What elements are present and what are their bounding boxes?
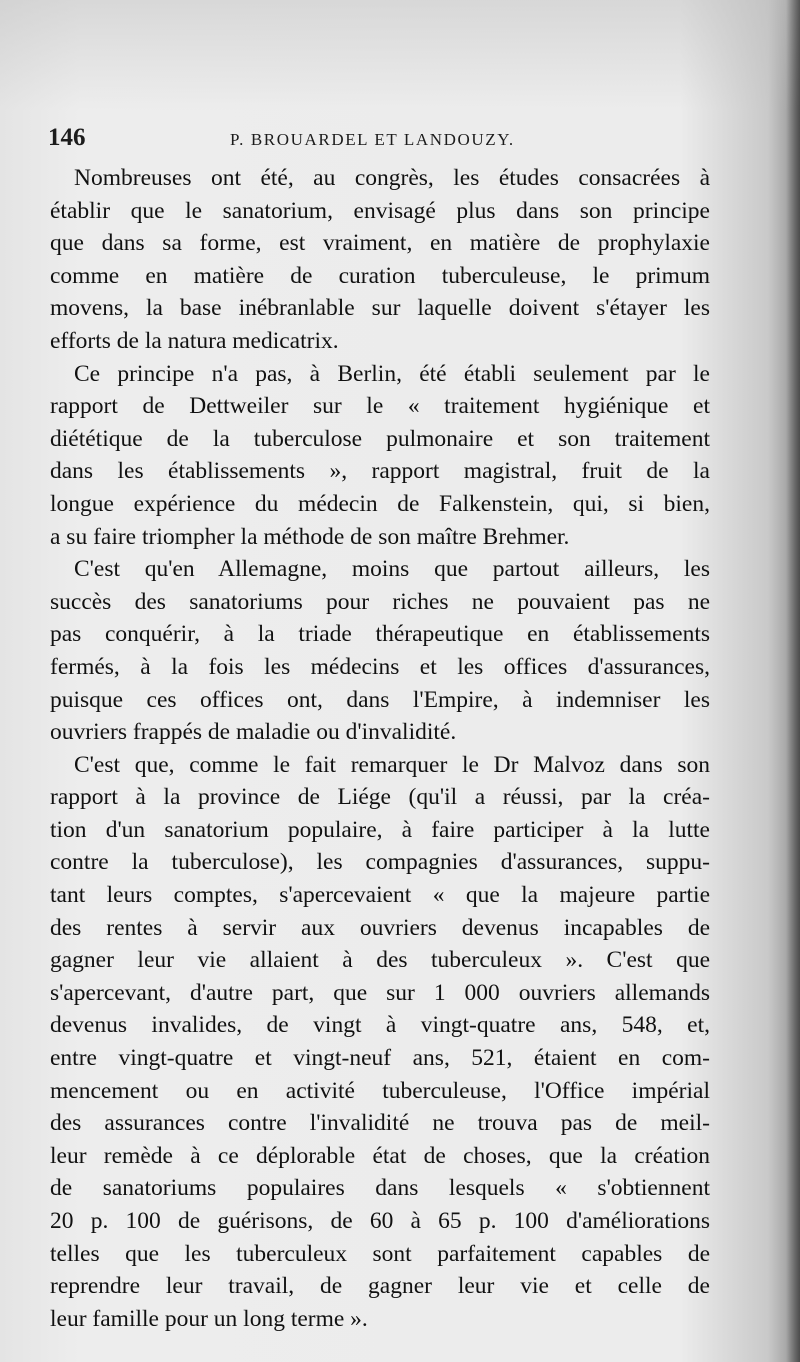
text-line: comme en matière de curation tuberculeuse, le primum	[50, 262, 710, 289]
text-line: a su faire triompher la méthode de son maître Brehmer.	[50, 523, 570, 550]
page-number: 146	[48, 124, 86, 151]
page-binding-edge	[786, 0, 800, 1362]
text-line: Ce principe n'a pas, à Berlin, été établi seulement par le	[74, 360, 710, 387]
paragraph-3	[50, 553, 710, 749]
text-line: s'apercevant, d'autre part, que sur 1 000 ouvriers allemands	[50, 979, 710, 1006]
text-line: Nombreuses ont été, au congrès, les études consacrées à	[74, 165, 710, 191]
page-shadow-top	[0, 0, 800, 110]
text-line: movens, la base inébranlable sur laquelle doivent s'étayer les	[50, 295, 710, 322]
text-line: tant leurs comptes, s'apercevaient « que la majeure partie	[50, 882, 710, 909]
text-line: des rentes à servir aux ouvriers devenus incapables de	[50, 914, 710, 941]
page-header	[48, 124, 708, 154]
text-line: C'est qu'en Allemagne, moins que partout ailleurs, les	[74, 556, 710, 583]
text-line: efforts de la natura medicatrix.	[50, 327, 339, 354]
text-line: 20 p. 100 de guérisons, de 60 à 65 p. 100 d'améliorations	[50, 1208, 710, 1234]
text-line: rapport de Dettweiler sur le « traitement hygiénique et	[50, 393, 710, 420]
text-line: leur famille pour un long terme ».	[50, 1305, 368, 1332]
text-line: longue expérience du médecin de Falkenstein, qui, si bien,	[50, 490, 710, 517]
text-line: des assurances contre l'invalidité ne trouva pas de meil-	[50, 1110, 710, 1137]
text-line: rapport à la province de Liége (qu'il a réussi, par la créa-	[50, 784, 710, 811]
text-line: telles que les tuberculeux sont parfaitement capables de	[50, 1240, 710, 1267]
text-line: que dans sa forme, est vraiment, en matière de prophylaxie	[50, 230, 710, 257]
body-text	[50, 162, 710, 1335]
text-line: ouvriers frappés de maladie ou d'invalidité.	[50, 719, 457, 746]
text-line: fermés, à la fois les médecins et les offices d'assurances,	[50, 653, 710, 680]
text-line: diététique de la tuberculose pulmonaire et son traitement	[50, 425, 710, 452]
running-head: P. BROUARDEL ET LANDOUZY.	[230, 130, 515, 149]
text-line: mencement ou en activité tuberculeuse, l'Office impérial	[50, 1077, 710, 1104]
text-line: tion d'un sanatorium populaire, à faire participer à la lutte	[50, 816, 710, 843]
text-line: de sanatoriums populaires dans lesquels « s'obtiennent	[50, 1175, 710, 1202]
text-line: devenus invalides, de vingt à vingt-quatre ans, 548, et,	[50, 1012, 710, 1039]
text-line: puisque ces offices ont, dans l'Empire, à indemniser les	[50, 686, 710, 713]
text-line: succès des sanatoriums pour riches ne pouvaient pas ne	[50, 588, 710, 615]
text-line: dans les établissements », rapport magistral, fruit de la	[50, 458, 710, 485]
text-line: pas conquérir, à la triade thérapeutique en établissements	[50, 621, 710, 648]
text-line: gagner leur vie allaient à des tuberculeux ». C'est que	[50, 947, 710, 974]
text-line: C'est que, comme le fait remarquer le Dr Malvoz dans son	[74, 751, 710, 778]
text-line: contre la tuberculose), les compagnies d'assurances, suppu-	[50, 849, 710, 876]
text-line: reprendre leur travail, de gagner leur vie et celle de	[50, 1273, 710, 1300]
paragraph-2	[50, 358, 710, 554]
text-line: établir que le sanatorium, envisagé plus dans son principe	[50, 197, 710, 224]
text-line: entre vingt-quatre et vingt-neuf ans, 521, étaient en com-	[50, 1045, 710, 1072]
paragraph-4	[50, 749, 710, 1336]
text-line: leur remède à ce déplorable état de choses, que la création	[50, 1142, 710, 1169]
paragraph-1	[50, 162, 710, 358]
